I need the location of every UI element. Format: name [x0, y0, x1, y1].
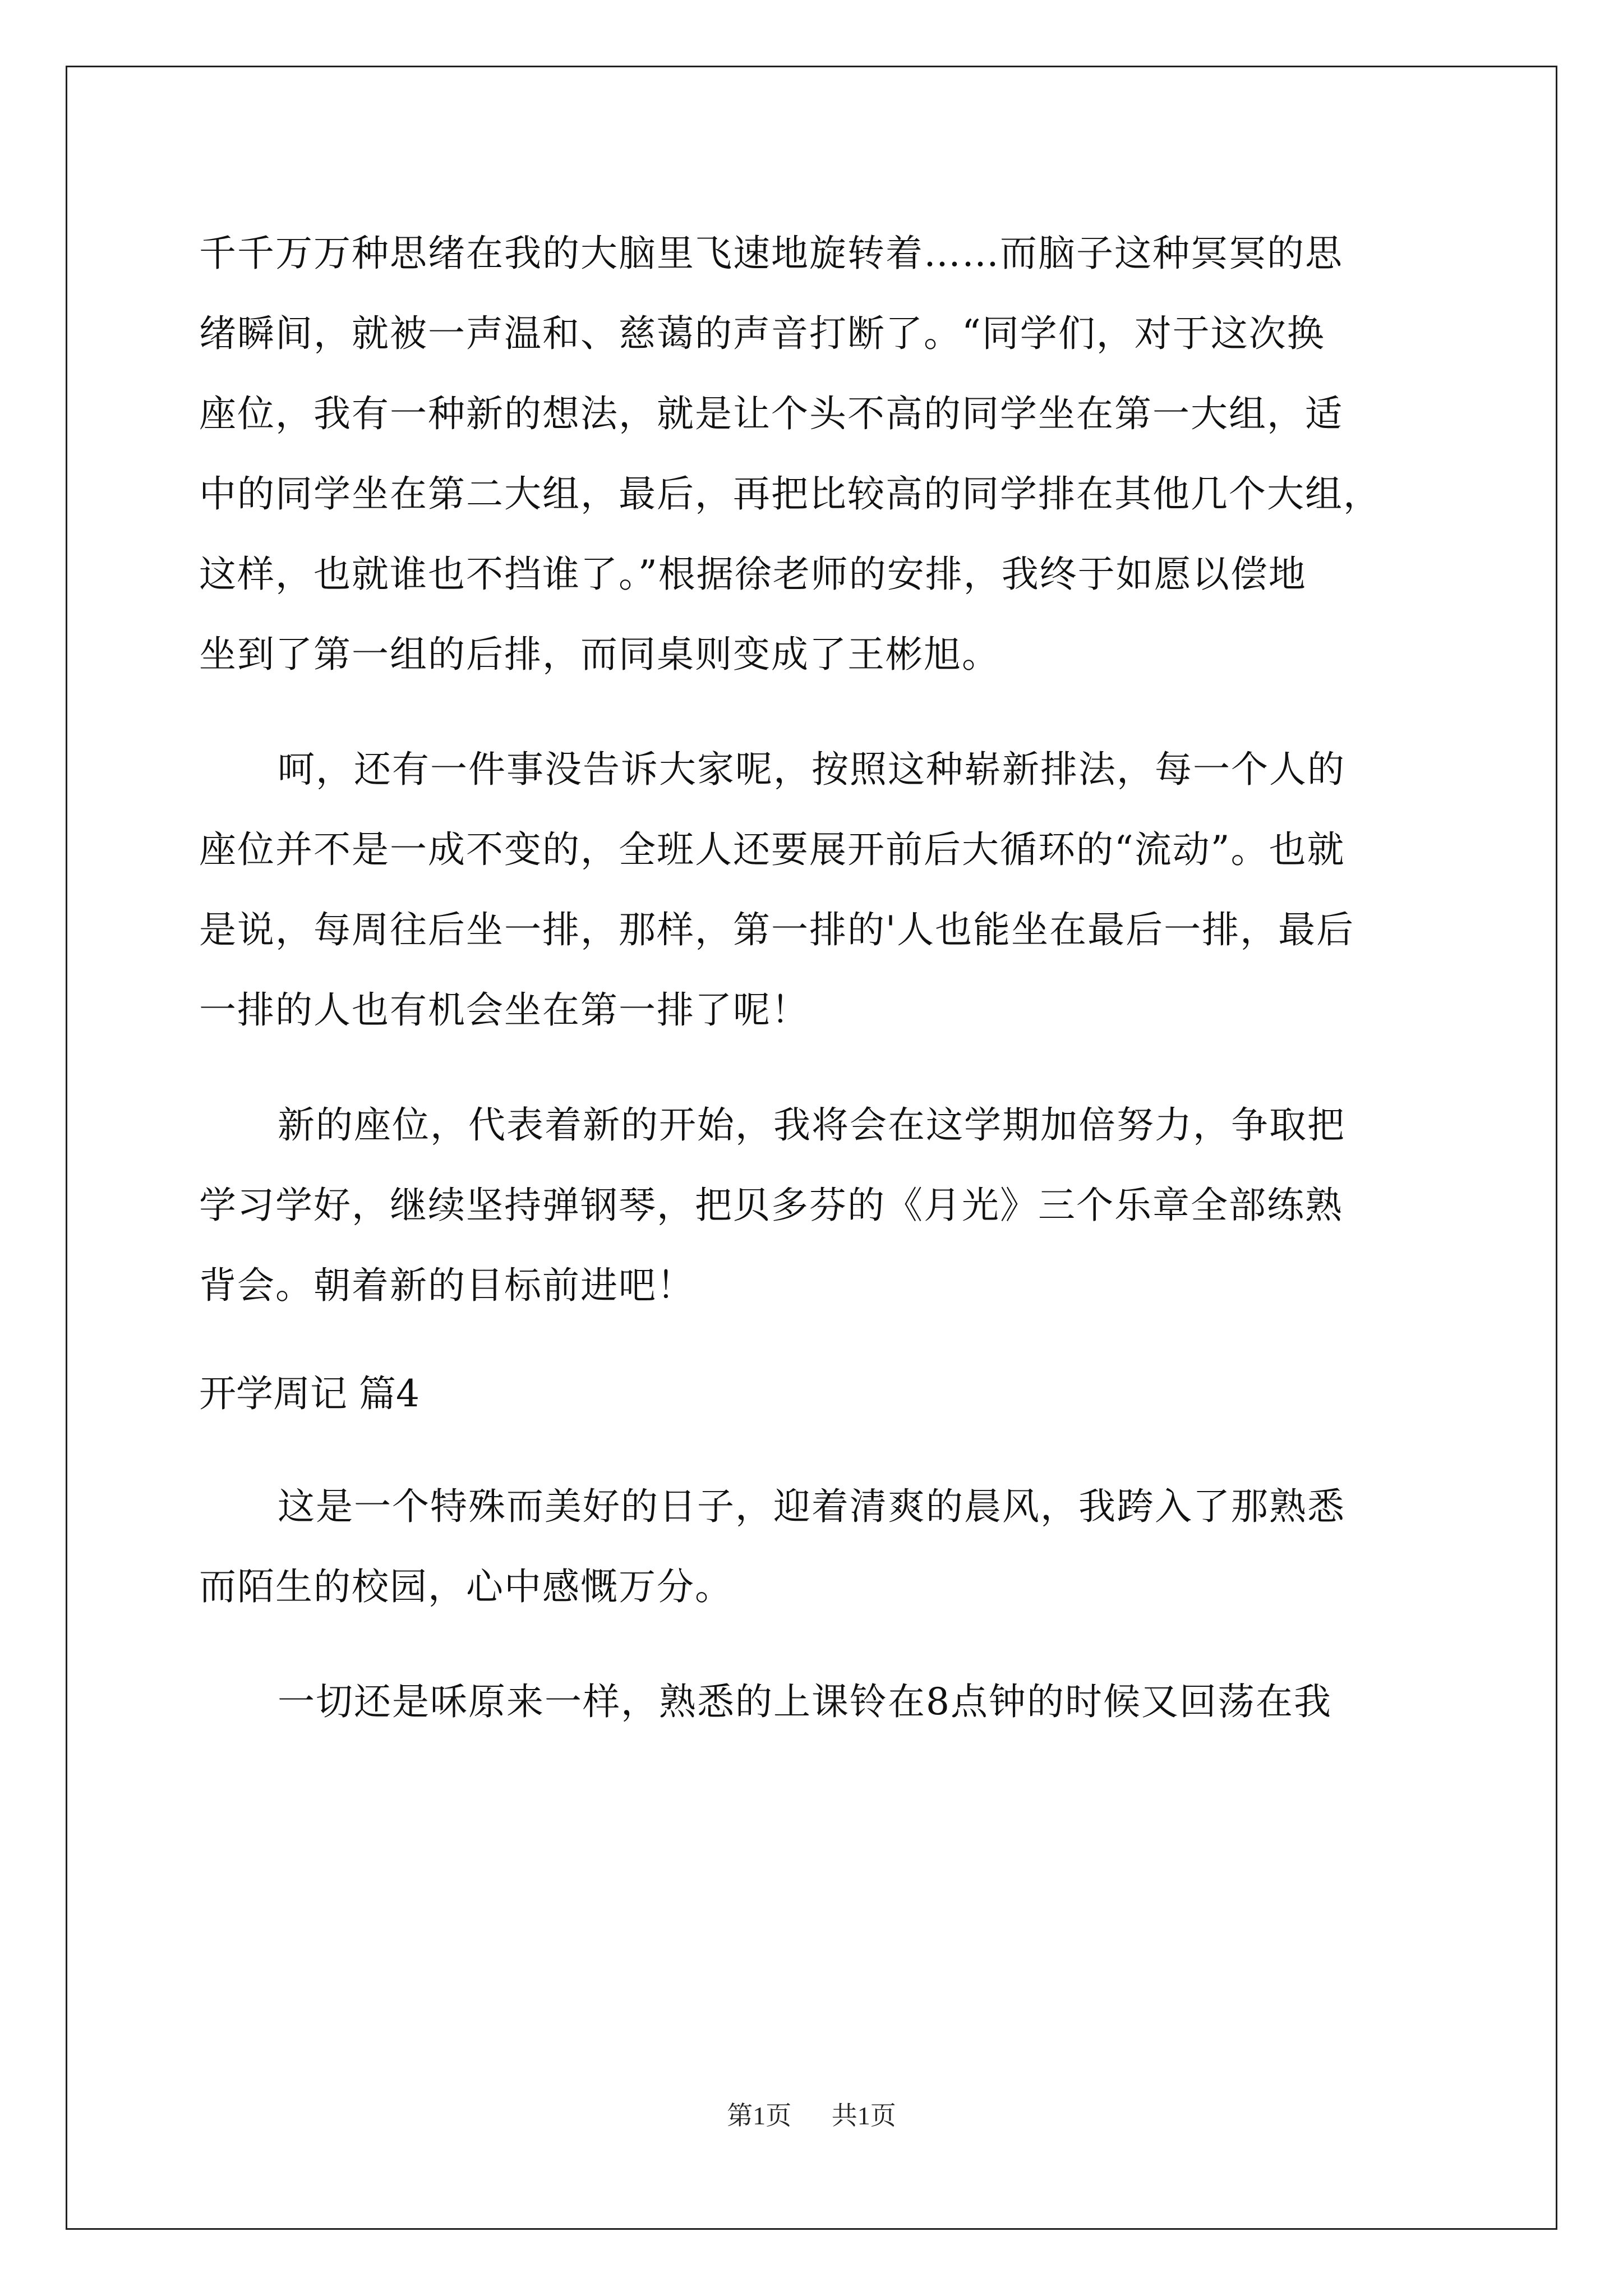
text-line: 绪瞬间，就被一声温和、慈蔼的声音打断了。“同学们，对于这次换 [199, 312, 1325, 355]
paragraph [199, 729, 1422, 1050]
text-line: 一排的人也有机会坐在第一排了呢！ [199, 988, 809, 1032]
text-line: 坐到了第一组的后排，而同桌则变成了王彬旭。 [199, 633, 1000, 676]
text-line: 新的座位，代表着新的开始，我将会在这学期加倍努力，争取把 [278, 1103, 1345, 1147]
page-footer [0, 2095, 1623, 2132]
text-line: 背会。朝着新的目标前进吧！ [199, 1264, 695, 1307]
paragraph [199, 213, 1422, 694]
text-line: 座位并不是一成不变的，全班人还要展开前后大循环的“流动”。也就 [199, 828, 1345, 871]
text-line: 一切还是咊原来一样，熟悉的上课铃在8点钟的时候又回荡在我 [278, 1680, 1332, 1723]
text-line: 这是一个特殊而美好的日子，迎着清爽的晨风，我跨入了那熟悉 [278, 1485, 1345, 1528]
paragraph [199, 1466, 1422, 1627]
text-line: 这样，也就谁也不挡谁了。”根据徐老师的安排，我终于如愿以偿地 [199, 553, 1307, 596]
section-heading: 开学周记 篇4 [199, 1372, 419, 1415]
text-line: 是说，每周往后坐一排，那样，第一排的'人也能坐在最后一排，最后 [199, 908, 1355, 951]
text-line: 而陌生的校园，心中感慨万分。 [199, 1565, 733, 1608]
paragraph [199, 1085, 1422, 1326]
page-total: 共1页 [831, 2101, 896, 2130]
page-number: 第1页 [727, 2101, 792, 2130]
text-line: 中的同学坐在第二大组，最后，再把比较高的同学排在其他几个大组， [199, 472, 1381, 516]
text-line: 呵，还有一件事没告诉大家呢，按照这种崭新排法，每一个人的 [278, 748, 1345, 791]
text-line: 座位，我有一种新的想法，就是让个头不高的同学坐在第一大组，适 [199, 392, 1343, 435]
text-line: 千千万万种思绪在我的大脑里飞速地旋转着……而脑子这种冥冥的思 [199, 232, 1343, 275]
text-line: 学习学好，继续坚持弹钢琴，把贝多芬的《月光》三个乐章全部练熟 [199, 1184, 1343, 1227]
paragraph [199, 1662, 1422, 1742]
document-body [199, 213, 1422, 1742]
